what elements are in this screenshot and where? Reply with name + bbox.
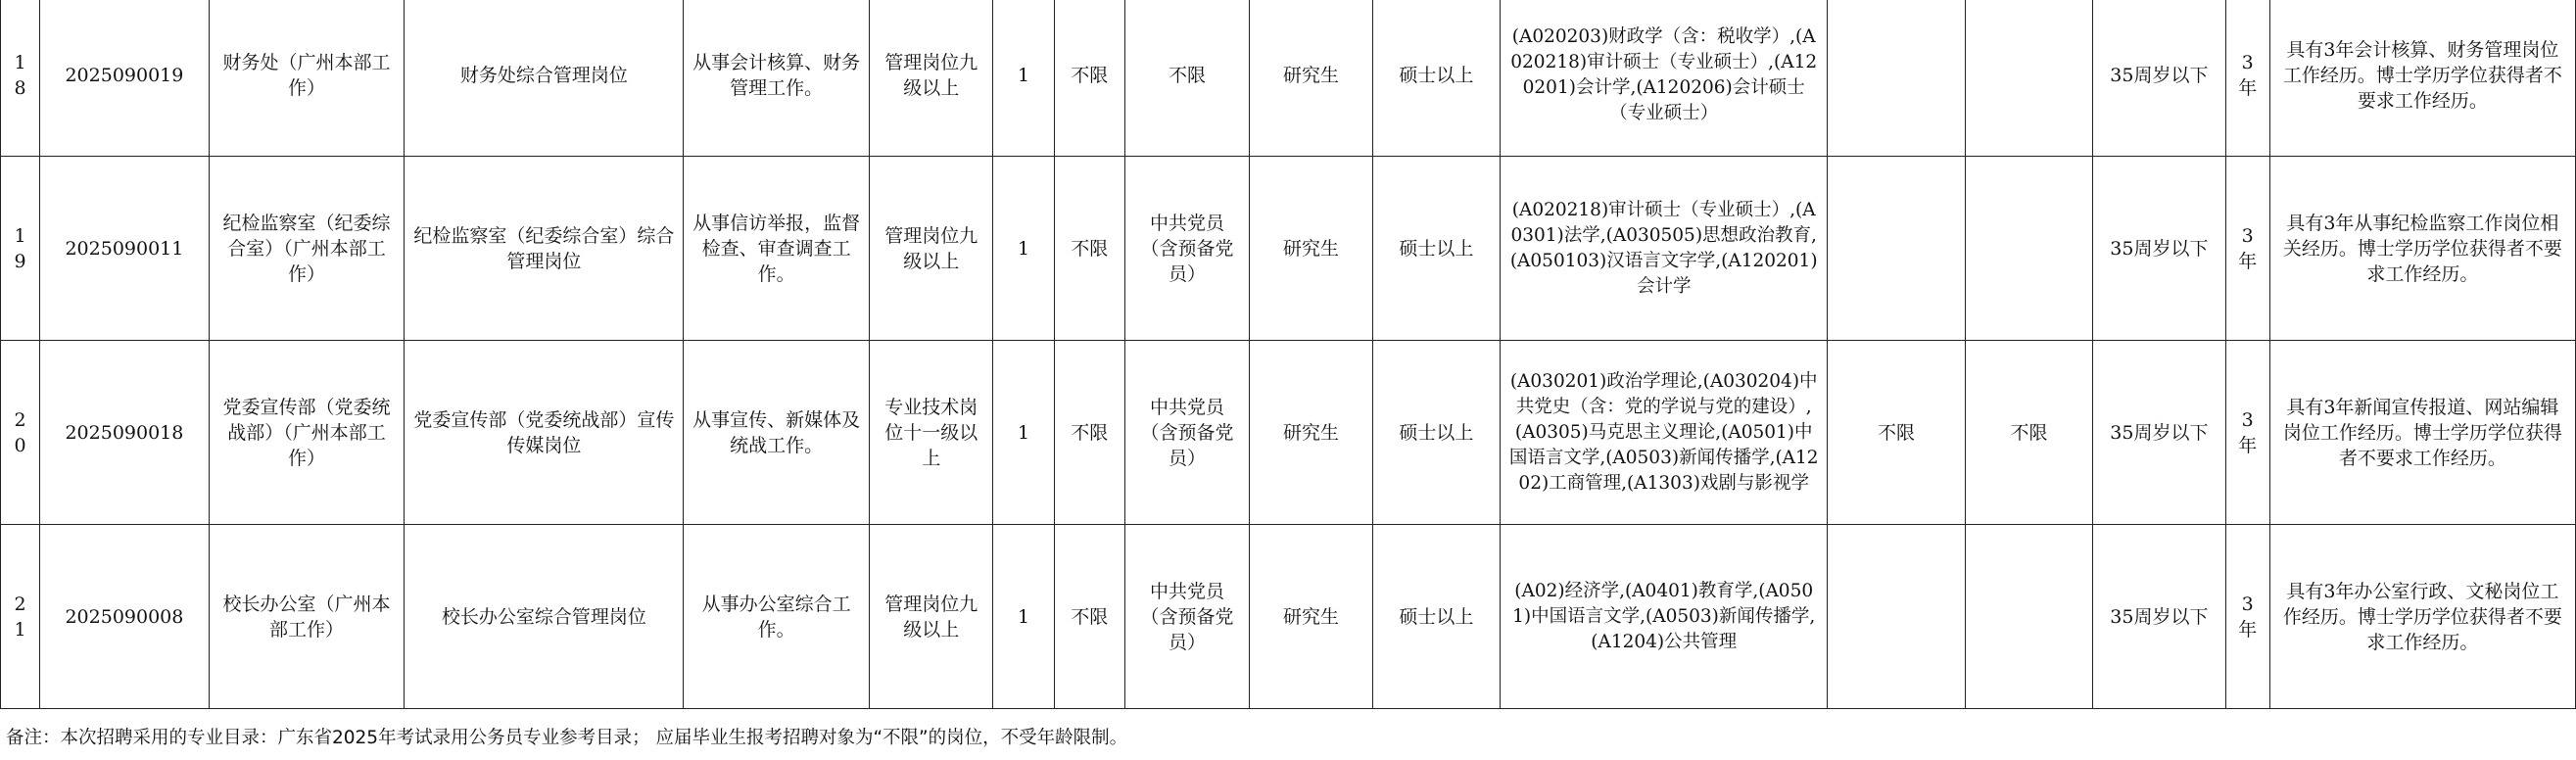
hiring-count: 1 (993, 341, 1054, 525)
table-row (1, 0, 2576, 157)
major-requirement: (A030201)政治学理论,(A030204)中共党史（含：党的学说与党的建设）,(A0305)马克思主义理论,(A0501)中国语言文学,(A0503)新闻传播学,(A1202)工商管理,(A1303)戏剧与影视学 (1501, 341, 1828, 525)
political-status: 中共党员（含预备党员） (1124, 157, 1249, 341)
table-row (1, 341, 2576, 525)
position-level: 专业技术岗位十一级以上 (869, 341, 992, 525)
hiring-unit: 财务处（广州本部工作） (209, 0, 405, 157)
position-code: 2025090019 (40, 0, 210, 157)
gender-requirement: 不限 (1054, 0, 1124, 157)
gender-requirement: 不限 (1054, 341, 1124, 525)
hiring-count: 1 (993, 157, 1054, 341)
position-level: 管理岗位九级以上 (869, 0, 992, 157)
extra-condition-1: 不限 (1828, 341, 1965, 525)
education-requirement: 研究生 (1250, 157, 1372, 341)
position-code: 2025090018 (40, 341, 210, 525)
footnote: 备注：本次招聘采用的专业目录：广东省2025年考试录用公务员专业参考目录； 应届毕业生报考招聘对象为“不限”的岗位，不受年龄限制。 (6, 728, 1128, 748)
table-row (1, 525, 2576, 709)
degree-requirement: 硕士以上 (1372, 157, 1500, 341)
hiring-count: 1 (993, 0, 1054, 157)
major-requirement: (A02)经济学,(A0401)教育学,(A0501)中国语言文学,(A0503)新闻传播学,(A1204)公共管理 (1501, 525, 1828, 709)
education-requirement: 研究生 (1250, 525, 1372, 709)
row-number: 21 (1, 525, 40, 709)
degree-requirement: 硕士以上 (1372, 341, 1500, 525)
gender-requirement: 不限 (1054, 525, 1124, 709)
row-number: 18 (1, 0, 40, 157)
service-period: 3年 (2225, 0, 2269, 157)
other-requirements: 具有3年会计核算、财务管理岗位工作经历。博士学历学位获得者不要求工作经历。 (2269, 0, 2575, 157)
extra-condition-1 (1828, 525, 1965, 709)
extra-condition-1 (1828, 157, 1965, 341)
political-status: 中共党员（含预备党员） (1124, 525, 1249, 709)
position-name: 财务处综合管理岗位 (405, 0, 684, 157)
extra-condition-2 (1965, 525, 2092, 709)
age-requirement: 35周岁以下 (2093, 341, 2225, 525)
hiring-unit: 校长办公室（广州本部工作） (209, 525, 405, 709)
job-duties: 从事宣传、新媒体及统战工作。 (684, 341, 870, 525)
political-status: 中共党员（含预备党员） (1124, 341, 1249, 525)
major-requirement: (A020203)财政学（含：税收学）,(A020218)审计硕士（专业硕士）,(A120201)会计学,(A120206)会计硕士（专业硕士） (1501, 0, 1828, 157)
position-code: 2025090008 (40, 525, 210, 709)
other-requirements: 具有3年新闻宣传报道、网站编辑岗位工作经历。博士学历学位获得者不要求工作经历。 (2269, 341, 2575, 525)
extra-condition-2 (1965, 157, 2092, 341)
position-name: 党委宣传部（党委统战部）宣传传媒岗位 (405, 341, 684, 525)
hiring-count: 1 (993, 525, 1054, 709)
education-requirement: 研究生 (1250, 0, 1372, 157)
row-number: 20 (1, 341, 40, 525)
degree-requirement: 硕士以上 (1372, 0, 1500, 157)
job-duties: 从事会计核算、财务管理工作。 (684, 0, 870, 157)
table-body (1, 0, 2576, 709)
extra-condition-2 (1965, 0, 2092, 157)
row-number: 19 (1, 157, 40, 341)
service-period: 3年 (2225, 525, 2269, 709)
extra-condition-1 (1828, 0, 1965, 157)
other-requirements: 具有3年从事纪检监察工作岗位相关经历。博士学历学位获得者不要求工作经历。 (2269, 157, 2575, 341)
other-requirements: 具有3年办公室行政、文秘岗位工作经历。博士学历学位获得者不要求工作经历。 (2269, 525, 2575, 709)
job-duties: 从事办公室综合工作。 (684, 525, 870, 709)
education-requirement: 研究生 (1250, 341, 1372, 525)
service-period: 3年 (2225, 157, 2269, 341)
position-level: 管理岗位九级以上 (869, 157, 992, 341)
position-name: 纪检监察室（纪委综合室）综合管理岗位 (405, 157, 684, 341)
major-requirement: (A020218)审计硕士（专业硕士）,(A0301)法学,(A030505)思想政治教育,(A050103)汉语言文字学,(A120201)会计学 (1501, 157, 1828, 341)
age-requirement: 35周岁以下 (2093, 0, 2225, 157)
service-period: 3年 (2225, 341, 2269, 525)
extra-condition-2: 不限 (1965, 341, 2092, 525)
job-duties: 从事信访举报，监督检查、审查调查工作。 (684, 157, 870, 341)
hiring-unit: 党委宣传部（党委统战部）（广州本部工作） (209, 341, 405, 525)
age-requirement: 35周岁以下 (2093, 525, 2225, 709)
gender-requirement: 不限 (1054, 157, 1124, 341)
political-status: 不限 (1124, 0, 1249, 157)
position-code: 2025090011 (40, 157, 210, 341)
position-level: 管理岗位九级以上 (869, 525, 992, 709)
degree-requirement: 硕士以上 (1372, 525, 1500, 709)
age-requirement: 35周岁以下 (2093, 157, 2225, 341)
position-name: 校长办公室综合管理岗位 (405, 525, 684, 709)
table-row (1, 157, 2576, 341)
hiring-unit: 纪检监察室（纪委综合室）（广州本部工作） (209, 157, 405, 341)
